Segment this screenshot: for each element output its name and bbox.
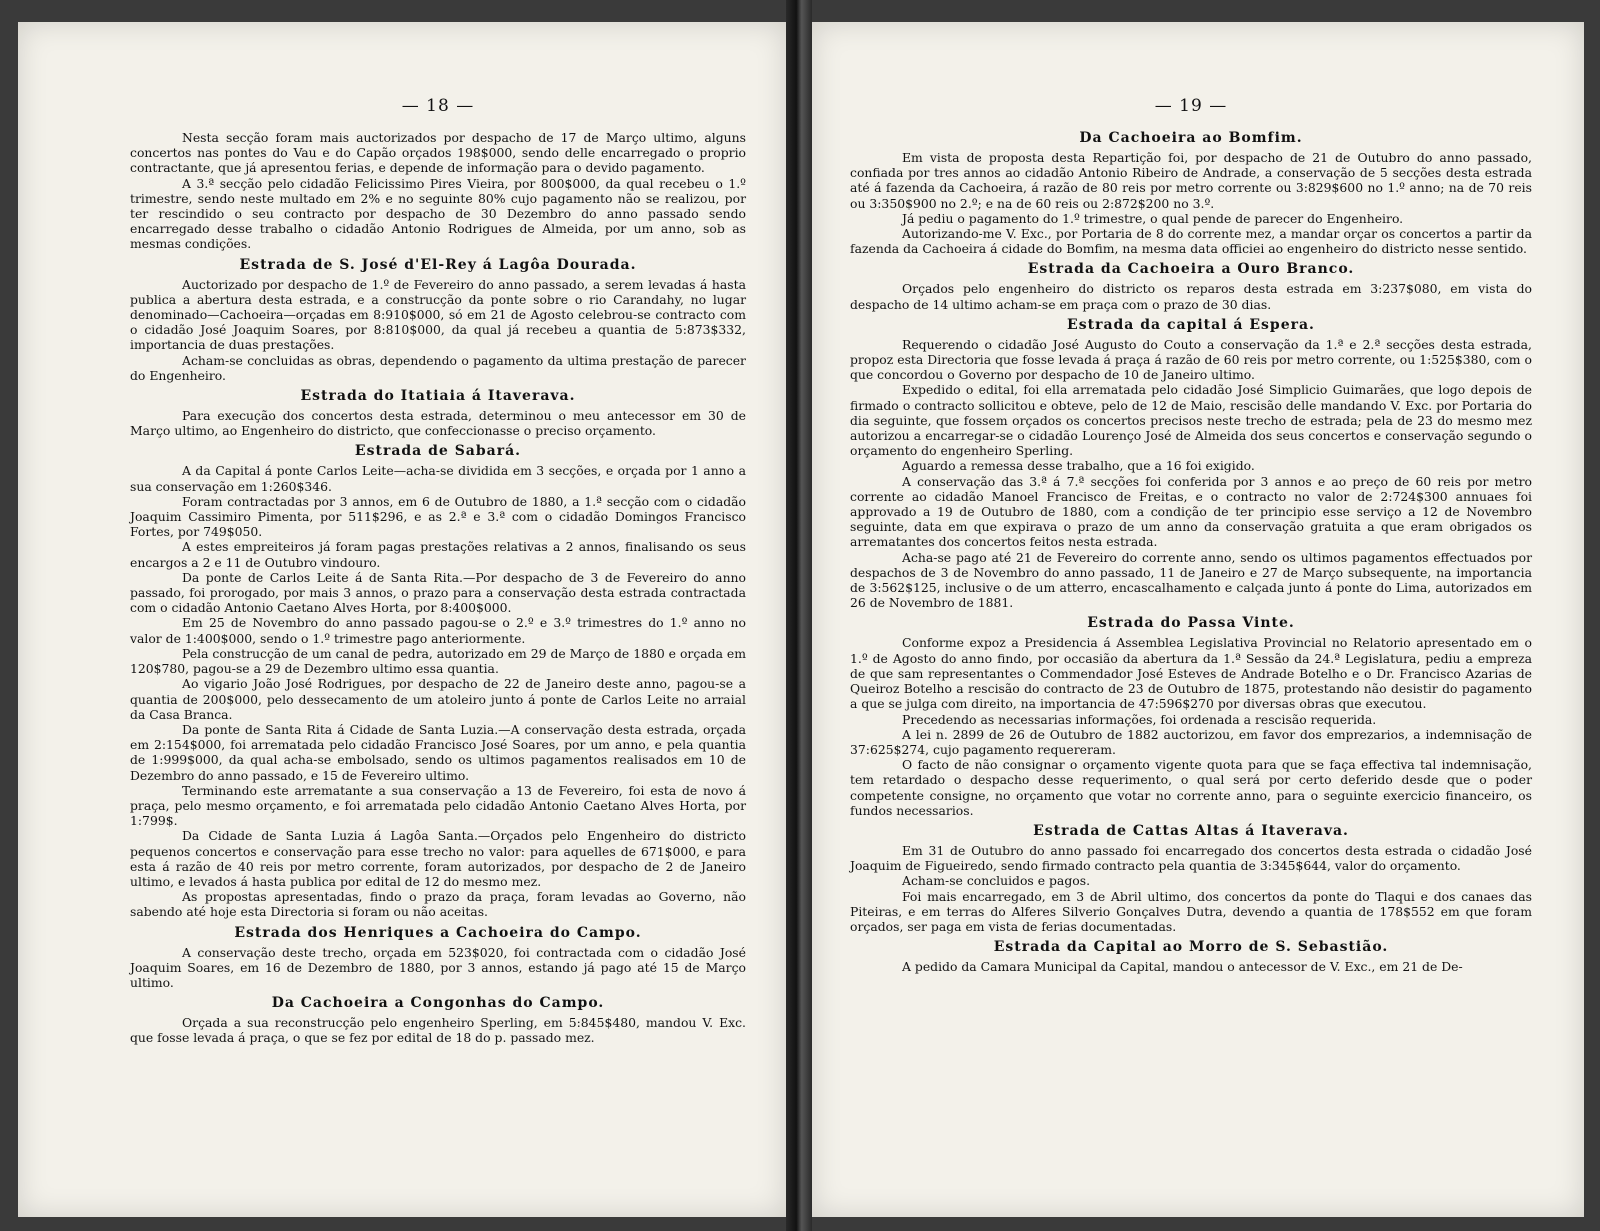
paragraph: Autorizando-me V. Exc., por Portaria de 8 do corrente mez, a mandar orçar os concertos a partir da fazenda da Cachoeira á cidade do Bomfim, na mesma data officiei ao engenheiro do districto nesse sentido. — [850, 226, 1532, 257]
paragraph: Acha-se pago até 21 de Fevereiro do corrente anno, sendo os ultimos pagamentos effectuados por despachos de 3 de Novembro do anno passado, 11 de Janeiro e 27 de Março subsequente, na importancia de 3:562$125, inclusive o de um atterro, encascalhamento e calçada junto á ponte do Lima, autorizados em 26 de Novembro de 1881. — [850, 549, 1532, 611]
paragraph: O facto de não consignar o orçamento vigente quota para que se faça effectiva tal indemnisação, tem retardado o despacho desse requerimento, o qual será por certo deferido desde que o poder competente consigne, no orçamento que votar no corrente anno, para o seguinte exercicio financeiro, os fundos necessarios. — [850, 757, 1532, 818]
section-heading: Estrada de Sabará. — [354, 443, 522, 460]
paragraph: As propostas apresentadas, findo o prazo da praça, foram levadas ao Governo, não sabendo até hoje esta Directoria si foram ou não aceitas. — [130, 889, 746, 920]
paragraph: Nesta secção foram mais auctorizados por despacho de 17 de Março ultimo, alguns concertos nas pontes do Vau e do Capão orçados 198$000, sendo delle encarregado o proprio contractante, que já apresentou ferias, e depende de informação para o devido pagamento. — [130, 130, 746, 176]
paragraph: Foi mais encarregado, em 3 de Abril ultimo, dos concertos da ponte do Tlaqui e dos canaes das Piteiras, e em terras do Alferes Silverio Gonçalves Dutra, devendo a quantia de 178$552 em que foram orçados, ser paga em vista de ferias documentadas. — [850, 888, 1532, 934]
section-heading: Da Cachoeira a Congonhas do Campo. — [271, 995, 605, 1012]
paragraph: Da Cidade de Santa Luzia á Lagôa Santa.—Orçados pelo Engenheiro do districto pequenos concertos e conservação para esse trecho no valor: para aquelles de 671$000, e para esta á razão de 40 reis por metro corrente, foram autorizados, por despacho de 2 de Janeiro ultimo, e levados á hasta publica por edital de 12 do mesmo mez. — [130, 828, 746, 889]
paragraph: Terminando este arrematante a sua conservação a 13 de Fevereiro, foi esta de novo á praça, pelo mesmo orçamento, e foi arrematada pelo cidadão Antonio Caetano Alves Horta, por 1:799$. — [130, 782, 746, 829]
paragraph: Da ponte de Carlos Leite á de Santa Rita.—Por despacho de 3 de Fevereiro do anno passado, foi prorogado, por mais 3 annos, o prazo para a conservação desta estrada contractada com o cidadão Antonio Caetano Alves Horta, por 8:400$000. — [130, 569, 746, 616]
paragraph: Pela construcção de um canal de pedra, autorizado em 29 de Março de 1880 e orçada em 120$780, pagou-se a 29 de Dezembro ultimo essa quantia. — [130, 645, 746, 677]
paragraph: A da Capital á ponte Carlos Leite—acha-se dividida em 3 secções, e orçada por 1 anno a sua conservação em 1:260$346. — [130, 463, 746, 494]
section-heading: Estrada do Passa Vinte. — [1087, 615, 1295, 632]
section-heading: Estrada dos Henriques a Cachoeira do Campo. — [234, 924, 642, 941]
paragraph: A conservação das 3.ª á 7.ª secções foi conferida por 3 annos e ao preço de 60 reis por metro corrente ao cidadão Manoel Francisco de Freitas, e o contracto no valor de 2:724$300 annuaes foi approvado a 19 de Outubro de 1880, com a condição de ter principio esse serviço a 12 de Novembro seguinte, data em que expirava o prazo de um anno da conservação gratuita a que eram obrigados os arrematantes dos concertos feitos nesta estrada. — [850, 473, 1532, 550]
section-heading: Estrada de Cattas Altas á Itaverava. — [1033, 822, 1349, 839]
paragraph: Para execução dos concertos desta estrada, determinou o meu antecessor em 30 de Março ultimo, ao Engenheiro do districto, que confeccionasse o preciso orçamento. — [130, 408, 746, 439]
paragraph: A conservação deste trecho, orçada em 523$020, foi contractada com o cidadão José Joaquim Soares, em 16 de Dezembro de 1880, por 3 annos, estando já pago até 15 de Março ultimo. — [130, 944, 746, 990]
right-page — [812, 22, 1584, 1217]
paragraph: A 3.ª secção pelo cidadão Felicissimo Pires Vieira, por 800$000, da qual recebeu o 1.º trimestre, sendo neste multado em 2% e no seguinte 80% cujo pagamento não se realizou, por ter rescindido o seu contracto por despacho de 30 Dezembro do anno passado sendo encarregado desse trabalho o cidadão Antonio Rodrigues de Almeida, por um anno, sob as mesmas condições. — [130, 175, 746, 252]
paragraph: Precedendo as necessarias informações, foi ordenada a rescisão requerida. — [902, 711, 1377, 727]
paragraph: Aguardo a remessa desse trabalho, que a 16 foi exigido. — [902, 458, 1255, 474]
section-heading: Estrada de S. José d'El-Rey á Lagôa Dourada. — [239, 256, 637, 273]
paragraph: Em 25 de Novembro do anno passado pagou-se o 2.º e 3.º trimestres do 1.º anno no valor de 1:400$000, sendo o 1.º trimestre pago anteriormente. — [130, 615, 746, 646]
paragraph: Expedido o edital, foi ella arrematada pelo cidadão José Simplicio Guimarães, que logo depois de firmado o contracto sollicitou e obteve, pelo de 12 de Maio, rescisão delle mandando V. Exc. por Portaria do dia seguinte, que fossem orçados os concertos precisos neste trecho de estrada; pela de 23 do mesmo mez autorizou a encarregar-se o cidadão Lourenço José de Almeida dos seus concertos e conservação segundo o orçamento do engenheiro Sperling. — [850, 382, 1532, 459]
right-page-text — [850, 130, 1532, 974]
paragraph: Já pediu o pagamento do 1.º trimestre, o qual pende de parecer do Engenheiro. — [902, 210, 1404, 226]
page-number: — 18 — — [401, 96, 475, 116]
left-page — [18, 22, 786, 1217]
left-page-text — [130, 130, 746, 1046]
paragraph: Foram contractadas por 3 annos, em 6 de Outubro de 1880, a 1.ª secção com o cidadão Joaquim Cassimiro Pimenta, por 511$296, e as 2.ª e 3.ª com o cidadão Domingos Francisco Fortes, por 749$050. — [130, 493, 746, 540]
paragraph: Auctorizado por despacho de 1.º de Fevereiro do anno passado, a serem levadas á hasta publica a abertura desta estrada, e a construcção da ponte sobre o rio Carandahy, no lugar denominado—Cachoeira—orçadas em 8:910$000, só em 21 de Agosto celebrou-se contracto com o cidadão José Joaquim Soares, por 8:810$000, da qual já recebeu a quantia de 5:873$332, importancia de duas prestações. — [130, 276, 746, 353]
paragraph: Em vista de proposta desta Repartição foi, por despacho de 21 de Outubro do anno passado, confiada por tres annos ao cidadão Antonio Ribeiro de Andrade, a conservação de 5 secções desta estrada até á fazenda da Cachoeira, á razão de 80 reis por metro corrente ou 3:829$600 no 1.º anno; na de 70 reis ou 3:350$900 no 2.º; e na de 60 reis ou 2:872$200 no 3.º. — [850, 150, 1532, 211]
right-page-column — [850, 22, 1532, 974]
left-page-column — [130, 22, 746, 1046]
section-heading: Estrada da capital á Espera. — [1067, 316, 1315, 333]
paragraph: Em 31 de Outubro do anno passado foi encarregado dos concertos desta estrada o cidadão José Joaquim de Figueiredo, sendo firmado contracto pela quantia de 3:345$644, valor do orçamento. — [850, 842, 1532, 874]
section-heading: Da Cachoeira ao Bomfim. — [1079, 130, 1303, 146]
paragraph: A pedido da Camara Municipal da Capital, mandou o antecessor de V. Exc., em 21 de De- — [902, 959, 1463, 975]
paragraph: Orçada a sua reconstrucção pelo engenheiro Sperling, em 5:845$480, mandou V. Exc. que fosse levada á praça, o que se fez por edital de 18 do p. passado mez. — [130, 1015, 746, 1046]
paragraph: Acham-se concluidos e pagos. — [902, 873, 1091, 889]
paragraph: Requerendo o cidadão José Augusto do Couto a conservação da 1.ª e 2.ª secções desta estrada, propoz esta Directoria que fosse levada á praça á razão de 60 reis por metro corrente, ou 1:525$380, com o que concordou o Governo por despacho de 10 de Janeiro ultimo. — [850, 336, 1532, 383]
paragraph: Conforme expoz a Presidencia á Assemblea Legislativa Provincial no Relatorio apresentado em o 1.º de Agosto do anno findo, por occasião da abertura da 1.ª Sessão da 24.ª Legislatura, pediu a empreza de que sam representantes o Commendador José Esteves de Andrade Botelho e o Dr. Francisco Azarias de Queiroz Botelho a rescisão do contracto de 23 de Outubro de 1875, protestando não desistir do pagamento a que se julga com direito, na importancia de 47:596$270 por diversas obras que executou. — [850, 635, 1532, 712]
paragraph: Ao vigario João José Rodrigues, por despacho de 22 de Janeiro deste anno, pagou-se a quantia de 200$000, pelo dessecamento de um atoleiro junto á ponte de Carlos Leite no arraial da Casa Branca. — [130, 676, 746, 722]
section-heading: Estrada da Capital ao Morro de S. Sebastião. — [993, 939, 1389, 956]
book-gutter — [786, 0, 812, 1231]
paragraph: A estes empreiteiros já foram pagas prestações relativas a 2 annos, finalisando os seus encargos a 2 e 11 de Outubro vindouro. — [130, 539, 746, 570]
paragraph: Da ponte de Santa Rita á Cidade de Santa Luzia.—A conservação desta estrada, orçada em 2:154$000, foi arrematada pelo cidadão Francisco José Soares, por um anno, e pela quantia de 1:999$000, da qual acha-se embolsado, sendo os ultimos pagamentos realisados em 10 de Dezembro do anno passado, e 15 de Fevereiro ultimo. — [130, 721, 746, 783]
section-heading: Estrada da Cachoeira a Ouro Branco. — [1027, 261, 1355, 278]
section-heading: Estrada do Itatiaia á Itaverava. — [300, 388, 576, 405]
paragraph: Orçados pelo engenheiro do districto os reparos desta estrada em 3:237$080, em vista do despacho de 14 ultimo acham-se em praça com o prazo de 30 dias. — [850, 281, 1532, 312]
paragraph: A lei n. 2899 de 26 de Outubro de 1882 auctorizou, em favor dos emprezarios, a indemnisação de 37:625$274, cujo pagamento requereram. — [850, 726, 1532, 757]
paragraph: Acham-se concluidas as obras, dependendo o pagamento da ultima prestação de parecer do Engenheiro. — [130, 352, 746, 383]
page-number: — 19 — — [1154, 96, 1228, 116]
